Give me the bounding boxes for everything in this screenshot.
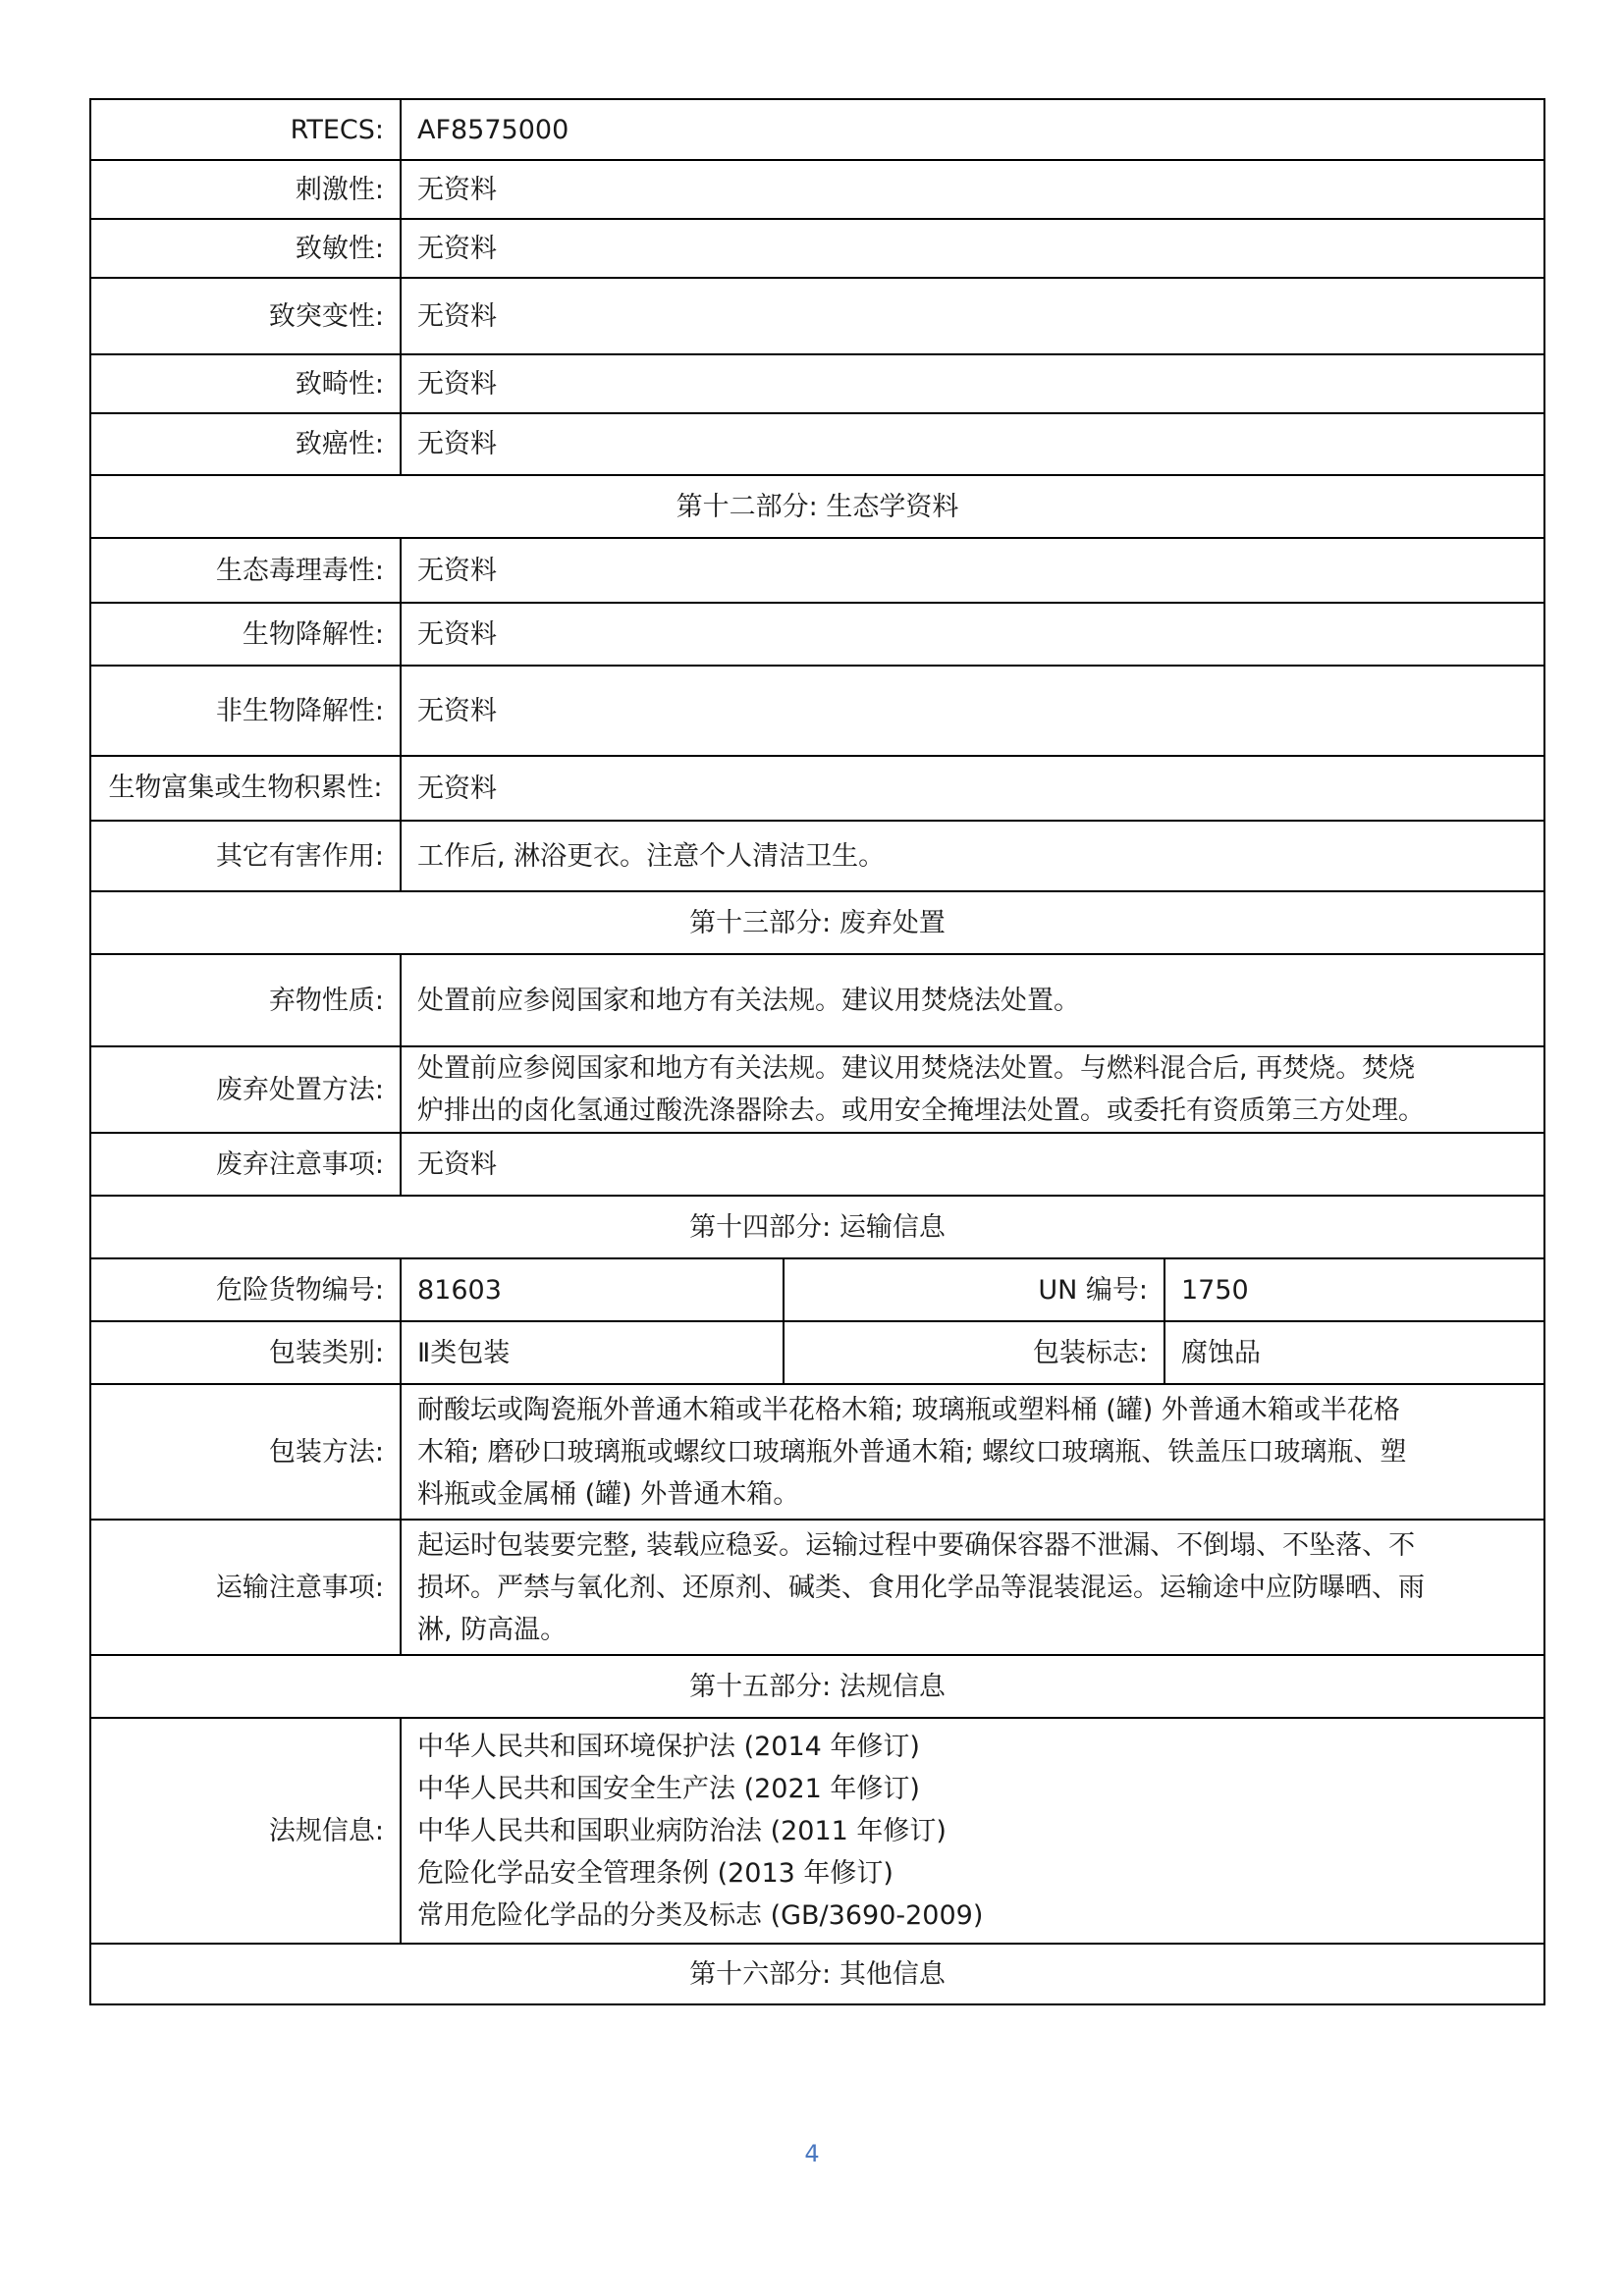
row-sensitization [90,219,1544,278]
row-irritation [90,160,1544,219]
non-biodegradability-value: 无资料 [401,666,1544,756]
row-regulations [90,1718,1544,1944]
disposal-method-line: 处置前应参阅国家和地方有关法规。建议用焚烧法处置。与燃料混合后, 再焚烧。焚烧 [417,1053,1416,1084]
transport-notes-line: 起运时包装要完整, 装载应稳妥。运输过程中要确保容器不泄漏、不倒塌、不坠落、不 [417,1529,1416,1561]
section-15-header [90,1655,1544,1718]
packing-category-value: Ⅱ类包装 [401,1321,784,1384]
row-rtecs [90,99,1544,160]
irritation-value: 无资料 [401,160,1544,219]
bioaccumulation-value: 无资料 [401,756,1544,821]
transport-notes-line: 损坏。严禁与氧化剂、还原剂、碱类、食用化学品等混装混运。运输途中应防曝晒、雨 [417,1572,1425,1603]
section-13-header [90,891,1544,954]
bioaccumulation-label: 生物富集或生物积累性: [90,756,401,821]
biodegradability-value: 无资料 [401,603,1544,666]
row-transport-notes [90,1520,1544,1655]
packing-method-label: 包装方法: [90,1384,401,1520]
transport-notes-line: 淋, 防高温。 [417,1614,568,1645]
biodegradability-label: 生物降解性: [90,603,401,666]
other-effects-label: 其它有害作用: [90,821,401,891]
row-non-biodegradability [90,666,1544,756]
row-biodegradability [90,603,1544,666]
transport-notes-value [401,1520,1544,1655]
row-packing-category [90,1321,1544,1384]
disposal-notes-value: 无资料 [401,1133,1544,1196]
regulation-item: 危险化学品安全管理条例 (2013 年修订) [417,1857,893,1889]
sensitization-value: 无资料 [401,219,1544,278]
row-goods-un [90,1258,1544,1321]
packing-method-line: 木箱; 磨砂口玻璃瓶或螺纹口玻璃瓶外普通木箱; 螺纹口玻璃瓶、铁盖压口玻璃瓶、塑 [417,1436,1407,1468]
disposal-method-value [401,1046,1544,1133]
disposal-notes-label: 废弃注意事项: [90,1133,401,1196]
teratogenicity-value: 无资料 [401,354,1544,413]
regulation-item: 中华人民共和国安全生产法 (2021 年修订) [417,1773,920,1804]
regulations-value [401,1718,1544,1944]
mutagenicity-value: 无资料 [401,278,1544,354]
un-no-value: 1750 [1164,1258,1544,1321]
section-16-header [90,1944,1544,2004]
section-16-title: 第十六部分: 其他信息 [90,1944,1544,2004]
row-packing-method [90,1384,1544,1520]
row-disposal-method [90,1046,1544,1133]
row-disposal-notes [90,1133,1544,1196]
carcinogenicity-value: 无资料 [401,413,1544,475]
page-number: 4 [804,2140,820,2167]
section-13-title: 第十三部分: 废弃处置 [90,891,1544,954]
row-teratogenicity [90,354,1544,413]
row-bioaccumulation [90,756,1544,821]
packing-method-line: 料瓶或金属桶 (罐) 外普通木箱。 [417,1478,800,1510]
section-12-title: 第十二部分: 生态学资料 [90,475,1544,538]
packing-category-label: 包装类别: [90,1321,401,1384]
disposal-method-label: 废弃处置方法: [90,1046,401,1133]
ecotoxicity-value: 无资料 [401,538,1544,603]
waste-nature-label: 弃物性质: [90,954,401,1046]
section-12-header [90,475,1544,538]
msds-table [89,98,1545,2005]
regulation-item: 中华人民共和国职业病防治法 (2011 年修订) [417,1815,947,1846]
teratogenicity-label: 致畸性: [90,354,401,413]
other-effects-value: 工作后, 淋浴更衣。注意个人清洁卫生。 [401,821,1544,891]
carcinogenicity-label: 致癌性: [90,413,401,475]
non-biodegradability-label: 非生物降解性: [90,666,401,756]
packing-method-value [401,1384,1544,1520]
packing-mark-value: 腐蚀品 [1164,1321,1544,1384]
irritation-label: 刺激性: [90,160,401,219]
packing-mark-label: 包装标志: [784,1321,1164,1384]
rtecs-value: AF8575000 [401,99,1544,160]
sensitization-label: 致敏性: [90,219,401,278]
dangerous-goods-no-value: 81603 [401,1258,784,1321]
un-no-label: UN 编号: [784,1258,1164,1321]
regulations-label: 法规信息: [90,1718,401,1944]
section-15-title: 第十五部分: 法规信息 [90,1655,1544,1718]
disposal-method-line: 炉排出的卤化氢通过酸洗涤器除去。或用安全掩埋法处置。或委托有资质第三方处理。 [417,1095,1425,1126]
section-14-title: 第十四部分: 运输信息 [90,1196,1544,1258]
ecotoxicity-label: 生态毒理毒性: [90,538,401,603]
row-ecotoxicity [90,538,1544,603]
row-mutagenicity [90,278,1544,354]
transport-notes-label: 运输注意事项: [90,1520,401,1655]
row-other-effects [90,821,1544,891]
rtecs-label: RTECS: [90,99,401,160]
dangerous-goods-no-label: 危险货物编号: [90,1258,401,1321]
waste-nature-value: 处置前应参阅国家和地方有关法规。建议用焚烧法处置。 [401,954,1544,1046]
row-carcinogenicity [90,413,1544,475]
packing-method-line: 耐酸坛或陶瓷瓶外普通木箱或半花格木箱; 玻璃瓶或塑料桶 (罐) 外普通木箱或半花格 [417,1394,1400,1425]
mutagenicity-label: 致突变性: [90,278,401,354]
regulation-item: 中华人民共和国环境保护法 (2014 年修订) [417,1731,920,1762]
section-14-header [90,1196,1544,1258]
regulation-item: 常用危险化学品的分类及标志 (GB/3690-2009) [417,1899,984,1931]
row-waste-nature [90,954,1544,1046]
